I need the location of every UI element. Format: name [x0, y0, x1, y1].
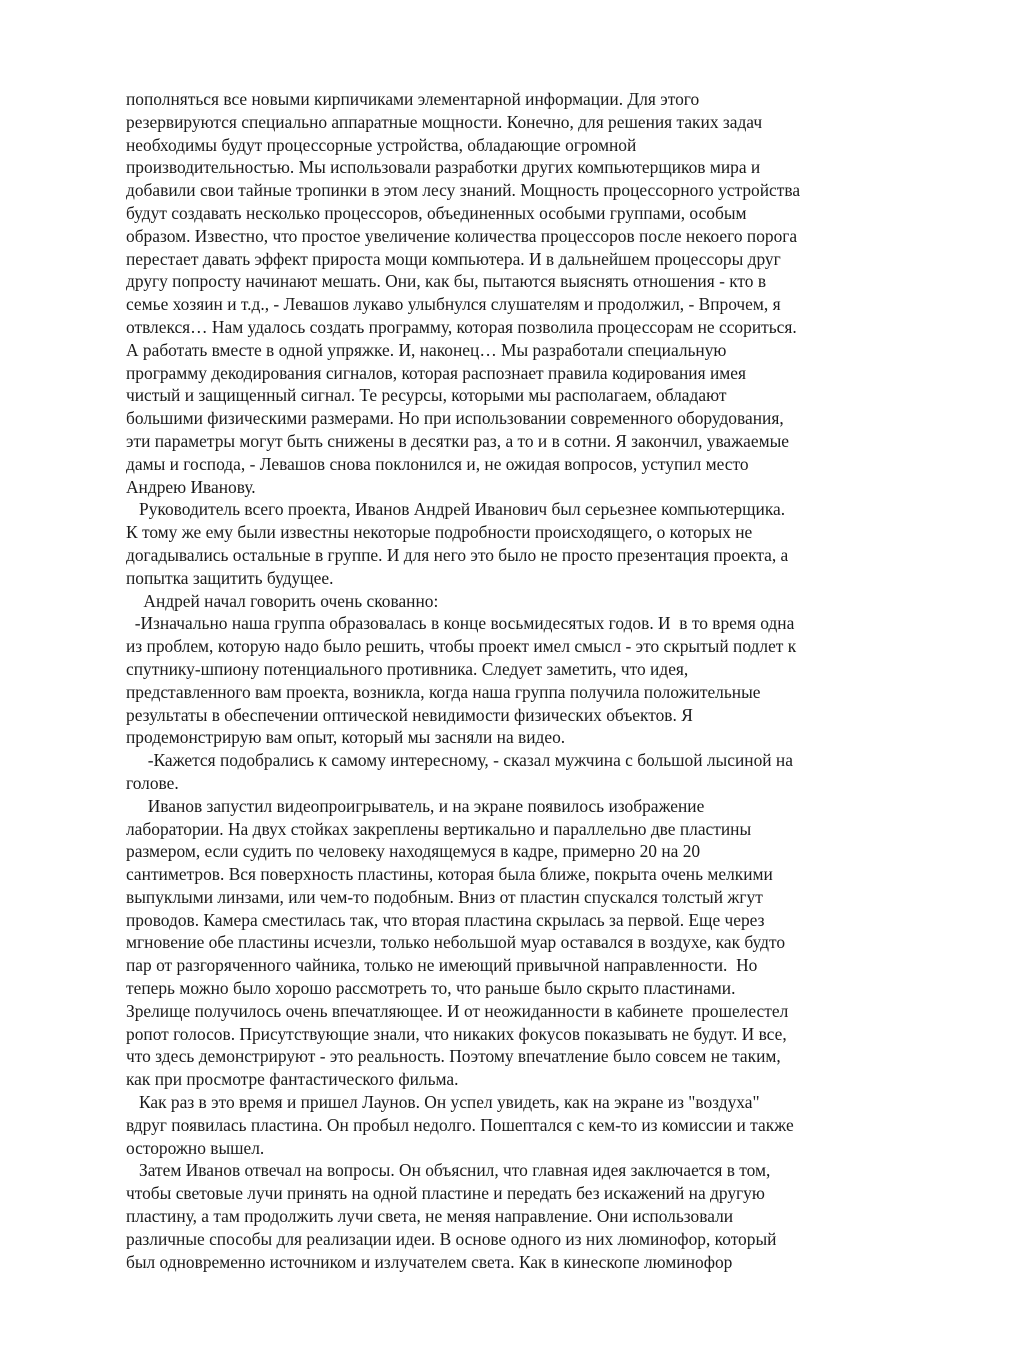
text-line: добавили свои тайные тропинки в этом лесу знаний. Мощность процессорного устройства — [126, 180, 801, 201]
text-line: необходимы будут процессорные устройства, обладающие огромной — [126, 134, 637, 155]
text-line: продемонстрирую вам опыт, который мы засняли на видео. — [126, 727, 566, 748]
text-line: -Изначально наша группа образовалась в конце восьмидесятых годов. И в то время одна — [126, 613, 795, 634]
text-line: -Кажется подобрались к самому интересному, - сказал мужчина с большой лысиной на — [126, 750, 793, 771]
text-line: из проблем, которую надо было решить, чтобы проект имел смысл - это скрытый подлет к — [126, 636, 797, 657]
text-line: размером, если судить по человеку находящемуся в кадре, примерно 20 на 20 — [126, 841, 701, 862]
text-line: спутнику-шпиону потенциального противника. Следует заметить, что идея, — [126, 658, 689, 679]
text-line: образом. Известно, что простое увеличение количества процессоров после некоего порога — [126, 225, 798, 246]
text-line: Как раз в это время и пришел Лаунов. Он успел увидеть, как на экране из "воздуха" — [126, 1092, 760, 1113]
text-line: попытка защитить будущее. — [126, 567, 334, 588]
text-line: осторожно вышел. — [126, 1137, 265, 1158]
text-line: сантиметров. Вся поверхность пластины, которая была ближе, покрыта очень мелкими — [126, 864, 773, 885]
text-line: что здесь демонстрируют - это реальность. Поэтому впечатление было совсем не таким, — [126, 1046, 781, 1067]
text-line: А работать вместе в одной упряжке. И, наконец… Мы разработали специальную — [126, 339, 727, 360]
text-line: другу попросту начинают мешать. Они, как бы, пытаются выяснять отношения - кто в — [126, 271, 767, 292]
text-line: эти параметры могут быть снижены в десятки раз, а то и в сотни. Я закончил, уважаемые — [126, 430, 790, 451]
text-line: пластину, а там продолжить лучи света, не меняя направление. Они использовали — [126, 1206, 734, 1227]
text-line: производительностью. Мы использовали разработки других компьютерщиков мира и — [126, 157, 761, 178]
text-line: как при просмотре фантастического фильма. — [126, 1069, 459, 1090]
text-line: ропот голосов. Присутствующие знали, что никаких фокусов показывать не будут. И все, — [126, 1023, 787, 1044]
text-line: результаты в обеспечении оптической невидимости физических объектов. Я — [126, 704, 693, 725]
text-line: лаборатории. На двух стойках закреплены вертикально и параллельно две пластины — [126, 818, 752, 839]
text-line: дамы и господа, - Левашов снова поклонился и, не ожидая вопросов, уступил место — [126, 453, 749, 474]
text-line: Руководитель всего проекта, Иванов Андрей Иванович был серьезнее компьютерщика. — [126, 499, 786, 520]
text-line: проводов. Камера сместилась так, что вторая пластина скрылась за первой. Еще через — [126, 909, 765, 930]
text-line: перестает давать эффект прироста мощи компьютера. И в дальнейшем процессоры друг — [126, 248, 781, 269]
text-line: резервируются специально аппаратные мощности. Конечно, для решения таких задач — [126, 111, 763, 132]
text-line: К тому же ему были известны некоторые подробности происходящего, о которых не — [126, 522, 753, 543]
text-line: будут создавать несколько процессоров, объединенных особыми группами, особым — [126, 202, 747, 223]
text-line: выпуклыми линзами, или чем-то подобным. Вниз от пластин спускался толстый жгут — [126, 886, 763, 907]
text-line: пополняться все новыми кирпичиками элементарной информации. Для этого — [126, 89, 700, 109]
text-line: голове. — [126, 772, 179, 793]
text-line: Андрей начал говорить очень скованно: — [126, 590, 439, 611]
text-line: представленного вам проекта, возникла, когда наша группа получила положительные — [126, 681, 761, 702]
text-line: пар от разгоряченного чайника, только не имеющий привычной направленности. Но — [126, 955, 758, 976]
text-line: программу декодирования сигналов, которая распознает правила кодирования имея — [126, 362, 746, 383]
text-line: мгновение обе пластины исчезли, только небольшой муар оставался в воздухе, как будто — [126, 932, 786, 953]
text-line: Андрею Иванову. — [126, 476, 256, 497]
text-line: Зрелище получилось очень впечатляющее. И от неожиданности в кабинете прошелестел — [126, 1000, 789, 1021]
text-line: теперь можно было хорошо рассмотреть то, что раньше было скрыто пластинами. — [126, 978, 736, 999]
text-line: Затем Иванов отвечал на вопросы. Он объяснил, что главная идея заключается в том, — [126, 1160, 771, 1181]
text-line: был одновременно источником и излучателем света. Как в кинескопе люминофор — [126, 1251, 733, 1272]
document-body — [126, 88, 916, 1273]
text-line: различные способы для реализации идеи. В основе одного из них люминофор, который — [126, 1228, 777, 1249]
text-line: большими физическими размерами. Но при использовании современного оборудования, — [126, 408, 784, 429]
text-line: догадывались остальные в группе. И для него это было не просто презентация проекта, а — [126, 544, 789, 565]
text-line: семье хозяин и т.д., - Левашов лукаво улыбнулся слушателям и продолжил, - Впрочем, я — [126, 294, 781, 315]
text-line: отвлекся… Нам удалось создать программу, которая позволила процессорам не ссориться. — [126, 316, 797, 337]
text-line: вдруг появилась пластина. Он пробыл недолго. Пошептался с кем-то из комиссии и также — [126, 1114, 794, 1135]
text-line: чистый и защищенный сигнал. Те ресурсы, которыми мы располагаем, обладают — [126, 385, 727, 406]
text-line: Иванов запустил видеопроигрыватель, и на экране появилось изображение — [126, 795, 705, 816]
text-line: чтобы световые лучи принять на одной пластине и передать без искажений на другую — [126, 1183, 765, 1204]
